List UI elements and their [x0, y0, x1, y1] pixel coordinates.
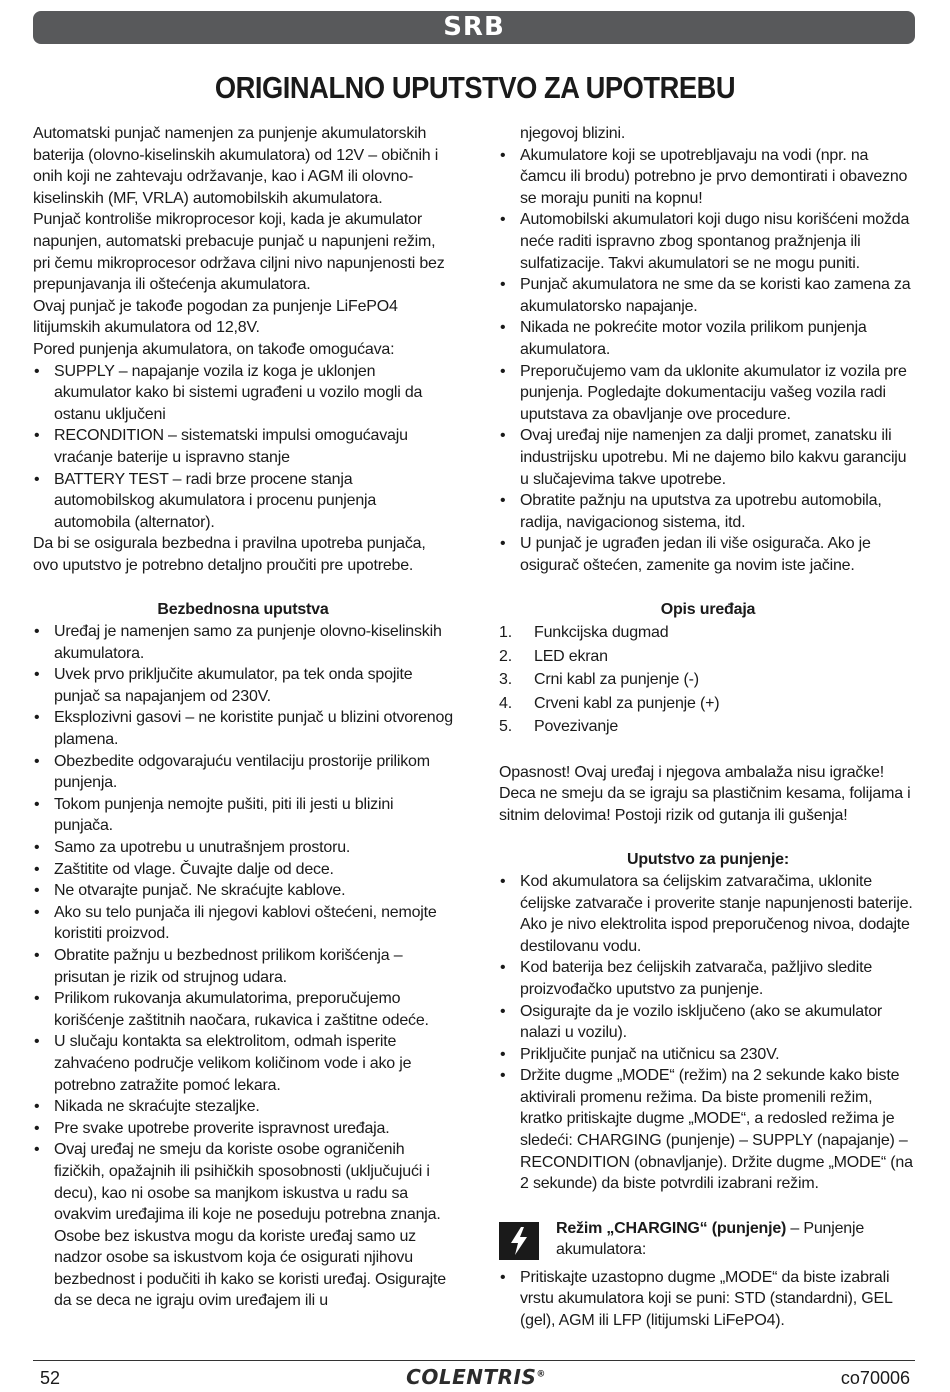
list-item: • Punjač akumulatora ne sme da se koristi kao zamena za akumulatorsko napajanje.: [499, 274, 917, 317]
list-item: [499, 715, 917, 739]
item-number: 5.: [499, 718, 512, 736]
charging-mode-block: [499, 1218, 917, 1262]
intro-paragraph: Automatski punjač namenjen za punjenje akumulatorskih baterija (olovno-kiselinskih akumulatora) od 12V – običnih i onih koji ne zahtevaju održavanje, kao i AGM ili olovno-kiselinskih (MF, VRLA) automobilskih akumulatora.: [33, 125, 439, 207]
device-heading: Opis uređaja: [660, 601, 756, 619]
intro-paragraph: Pored punjenja akumulatora, on takođe omogućava:: [33, 340, 395, 358]
list-item: • Obratite pažnju na uputstva za upotrebu automobila, radija, navigacionog sistema, itd.: [499, 490, 917, 533]
list-item: • U slučaju kontakta sa elektrolitom, odmah isperite zahvaćeno područje velikom količinom vode i ako je potrebno zatražite pomoć lekara.: [33, 1031, 453, 1096]
list-item: • Kod akumulatora sa ćelijskim zatvaračima, uklonite ćelijske zatvarače i proverite stanje napunjenosti baterije. Ako je nivo elektrolita ispod preporučenog nivoa, dodajte destilovanu vodu.: [499, 871, 917, 957]
list-item: [499, 668, 917, 692]
list-item: • Ovaj uređaj nije namenjen za dalji promet, zanatsku ili industrijsku upotrebu. Mi ne dajemo bilo kakvu garanciju u slučajevima takve upotrebe.: [499, 425, 917, 490]
list-item: • Pritiskajte uzastopno dugme „MODE“ da biste izabrali vrstu akumulatora koji se puni: STD (standardni), GEL (gel), AGM ili LFP (litijumski LiFePO4).: [499, 1267, 917, 1332]
intro-paragraph: Da bi se osigurala bezbedna i pravilna upotreba punjača, ovo uputstvo je potrebno detaljno proučiti pre upotrebe.: [33, 535, 426, 574]
model-number: co70006: [840, 1368, 910, 1388]
lightning-bolt-icon: [499, 1222, 539, 1260]
footer-divider: [33, 1360, 915, 1361]
mode-title: Režim „CHARGING“ (punjenje): [556, 1219, 787, 1237]
left-column: [33, 123, 453, 1312]
list-item: • BATTERY TEST – radi brze procene stanja automobilskog akumulatora i procenu punjenja automobila (alternator).: [33, 469, 453, 534]
page-number: 52: [40, 1368, 61, 1388]
item-number: 1.: [499, 624, 512, 642]
list-item: • Ako su telo punjača ili njegovi kablovi oštećeni, nemojte koristiti proizvod.: [33, 902, 453, 945]
safety-heading: Bezbednosna uputstva: [157, 601, 329, 619]
item-label: Povezivanje: [534, 718, 619, 736]
list-item: • Nikada ne pokrećite motor vozila prilikom punjenja akumulatora.: [499, 317, 917, 360]
list-item: • Automobilski akumulatori koji dugo nisu korišćeni možda neće raditi ispravno zbog spontanog pražnjenja ili sulfatizacije. Takvi akumulatori se ne mogu puniti.: [499, 209, 917, 274]
list-item: • Pre svake upotrebe proverite ispravnost uređaja.: [33, 1118, 453, 1140]
item-label: LED ekran: [534, 647, 608, 665]
list-item: • SUPPLY – napajanje vozila iz koga je uklonjen akumulator kako bi sistemi ugrađeni u vozilo mogli da ostanu uključeni: [33, 361, 453, 426]
list-item: • Obezbedite odgovarajuću ventilaciju prostorije prilikom punjenja.: [33, 751, 453, 794]
list-item: • Akumulatore koji se upotrebljavaju na vodi (npr. na čamcu ili brodu) potrebno je prvo demontirati i obavezno se moraju puniti na kopnu!: [499, 145, 917, 210]
list-item: • Prilikom rukovanja akumulatorima, preporučujemo korišćenje zaštitnih naočara, rukavica i zaštitne odeće.: [33, 988, 453, 1031]
danger-warning: Opasnost! Ovaj uređaj i njegova ambalaža nisu igračke! Deca ne smeju da se igraju sa plastičnim kesama, folijama i sitnim delovima! Postoji rizik od gutanja ili gušenja!: [499, 763, 911, 824]
device-parts-list: [499, 621, 917, 739]
mode-description: – Punjenje akumulatora:: [556, 1219, 865, 1259]
list-continuation: njegovoj blizini.: [520, 125, 626, 142]
list-item: • RECONDITION – sistematski impulsi omogućavaju vraćanje baterije u ispravno stanje: [33, 425, 453, 468]
charging-heading: Uputstvo za punjenje:: [626, 851, 790, 869]
safety-list: [33, 621, 453, 1312]
feature-list: [33, 361, 453, 534]
document-title: ORIGINALNO UPUTSTVO ZA UPOTREBU: [214, 70, 736, 105]
list-item: • Priključite punjač na utičnicu sa 230V.: [499, 1044, 917, 1066]
item-number: 2.: [499, 647, 512, 665]
list-item: • Nikada ne skraćujte stezaljke.: [33, 1096, 453, 1118]
item-number: 3.: [499, 671, 512, 689]
mode-steps-list: [499, 1267, 917, 1332]
intro-paragraph: Punjač kontroliše mikroprocesor koji, kada je akumulator napunjen, automatski prebacuje punjač u napunjeni režim, pri čemu mikroprocesor održava ciljni nivo napunjenosti bez prepunjavanja ili oštećenja akumulatora.: [33, 211, 445, 294]
list-item: • Samo za upotrebu u unutrašnjem prostoru.: [33, 837, 453, 859]
brand-logo: COLENTRIS®: [406, 1365, 546, 1389]
list-item: [499, 645, 917, 669]
list-item: • U punjač je ugrađen jedan ili više osigurača. Ako je osigurač oštećen, zamenite ga novim iste jačine.: [499, 533, 917, 576]
list-item: • Zaštitite od vlage. Čuvajte dalje od dece.: [33, 859, 453, 881]
list-item: [499, 692, 917, 716]
list-item: • Preporučujemo vam da uklonite akumulator iz vozila pre punjenja. Pogledajte dokumentaciju vašeg vozila radi uputstava za obavljanje ove procedure.: [499, 361, 917, 426]
list-item: • Uvek prvo priključite akumulator, pa tek onda spojite punjač sa napajanjem od 230V.: [33, 664, 453, 707]
item-label: Crni kabl za punjenje (-): [534, 671, 699, 689]
list-item: • Ne otvarajte punjač. Ne skraćujte kablove.: [33, 880, 453, 902]
right-column: [499, 123, 917, 1332]
list-item: • Obratite pažnju u bezbednost prilikom korišćenja – prisutan je rizik od strujnog udara.: [33, 945, 453, 988]
list-item: • Tokom punjenja nemojte pušiti, piti ili jesti u blizini punjača.: [33, 794, 453, 837]
list-item: • Osigurajte da je vozilo isključeno (ako se akumulator nalazi u vozilu).: [499, 1001, 917, 1044]
list-item: • Ovaj uređaj ne smeju da koriste osobe ograničenih fizičkih, opažajnih ili psihičkih sposobnosti (uključujući i decu), kao ni osobe sa manjkom iskustva u radu sa ovakvim uređajima ili koje ne poseduju potrebna znanja. Osobe bez iskustva mogu da koriste uređaj samo uz nadzor osobe sa iskustvom koja će osigurati njihovu bezbednost i podučiti ih kako se koristi uređaj. Osigurajte da se deca ne igraju ovim uređajem ili u: [33, 1139, 453, 1312]
item-number: 4.: [499, 694, 512, 712]
list-item: [499, 621, 917, 645]
intro-paragraph: Ovaj punjač je takođe pogodan za punjenje LiFePO4 litijumskih akumulatora od 12,8V.: [33, 297, 398, 337]
list-item: • Držite dugme „MODE“ (režim) na 2 sekunde kako biste aktivirali promenu režima. Da biste promenili režim, kratko pritiskajte dugme „MODE“, a redosled režima je sledeći: CHARGING (punjenje) – SUPPLY (napajanje) – RECONDITION (obnavljanje). Držite dugme „MODE“ (na 2 sekunde) da biste potvrdili izabrani režim.: [499, 1065, 917, 1195]
item-label: Funkcijska dugmad: [534, 624, 669, 642]
safety-list-continued: [499, 145, 917, 577]
list-item: • Kod baterija bez ćelijskih zatvarača, pažljivo sledite proizvođačko uputstvo za punjenje.: [499, 957, 917, 1000]
language-banner: SRB: [33, 11, 915, 44]
item-label: Crveni kabl za punjenje (+): [534, 694, 720, 712]
list-item: • Uređaj je namenjen samo za punjenje olovno-kiselinskih akumulatora.: [33, 621, 453, 664]
list-item: • Eksplozivni gasovi – ne koristite punjač u blizini otvorenog plamena.: [33, 707, 453, 750]
charging-steps-list: [499, 871, 917, 1195]
